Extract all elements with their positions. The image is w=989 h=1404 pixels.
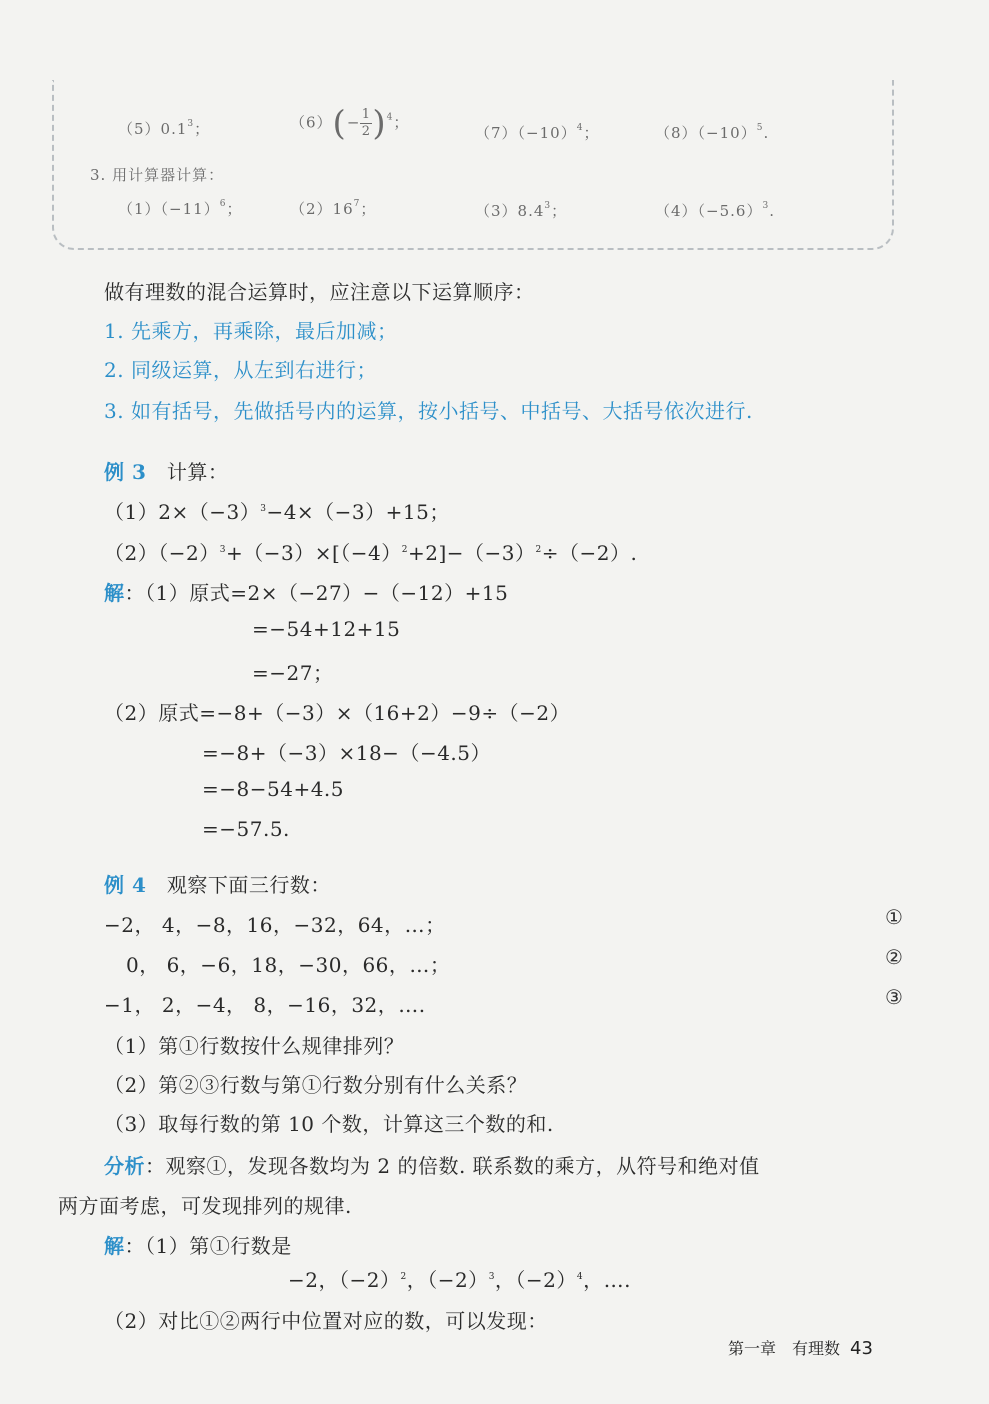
sequence-row-3: −1， 2，−4， 8，−16，32，….: [104, 993, 426, 1017]
example-3-problem-1: $(1)2\times(-3)^3-4\times(-3)+15$；: [104, 500, 450, 524]
chapter-title: 第一章 有理数: [728, 1339, 841, 1358]
example-4-solution-2: （2）对比①②两行中位置对应的数，可以发现：: [104, 1309, 548, 1333]
calc-3: $(3)8.4^3$；: [475, 201, 568, 220]
sequence-row-2: 0， 6，−6，18，−30，66，…；: [126, 953, 451, 977]
exercise-6: （6）(− $\frac{1}{2}$ )$^4$；: [290, 103, 410, 144]
solution-step: =−27；: [252, 661, 334, 685]
question-1: （1）第①行数按什么规律排列？: [104, 1034, 405, 1058]
rule-1: 1. 先乘方，再乘除，最后加减；: [104, 319, 398, 343]
row-marker-2: ②: [885, 945, 903, 969]
question-3: （3）取每行数的第 10 个数，计算这三个数的和.: [104, 1112, 554, 1136]
exercise-7: $(7)(-10)^4$；: [475, 123, 600, 142]
example-3-problem-2: $(2)(-2)^3+(-3)\times[(-4)^2+2]-(-3)^2\div(-2)$.: [104, 541, 638, 565]
solution-step: =−8−54+4.5: [202, 777, 345, 801]
exercise-3-title: 3. 用计算器计算：: [90, 166, 225, 184]
solution-step: =−8+（−3）×18−（−4.5）: [202, 741, 492, 765]
example-3-solution-1: 解：（1）原式=2×（−27）−（−12）+15: [104, 581, 509, 605]
analysis-line-2: 两方面考虑，可发现排列的规律.: [58, 1194, 352, 1218]
example-4-solution-1: 解：（1）第①行数是: [104, 1234, 292, 1258]
example-4-heading: 例 4 观察下面三行数：: [104, 873, 331, 897]
exercise-8: $(8)(-10)^5$.: [655, 123, 770, 142]
rules-intro: 做有理数的混合运算时，应注意以下运算顺序：: [104, 280, 535, 304]
example-3-solution-2: （2）原式=−8+（−3）×（16+2）−9÷（−2）: [104, 701, 571, 725]
solution-step: =−54+12+15: [252, 617, 401, 641]
question-2: （2）第②③行数与第①行数分别有什么关系？: [104, 1073, 528, 1097]
rule-3: 3. 如有括号，先做括号内的运算，按小括号、中括号、大括号依次进行.: [104, 399, 753, 423]
sequence-row-1: −2， 4，−8，16，−32，64，…；: [104, 913, 446, 937]
exercise-5: $(5)0.1^3$；: [118, 119, 211, 138]
page-footer: [728, 1336, 873, 1359]
page-number: 43: [850, 1338, 873, 1359]
calc-4: $(4)(-5.6)^3$.: [655, 201, 775, 220]
solution-step: =−57.5.: [202, 817, 290, 841]
row-marker-1: ①: [885, 905, 903, 929]
row-marker-3: ③: [885, 985, 903, 1009]
power-sequence: −2，$(-2)^2$，$(-2)^3$，$(-2)^4$，….: [288, 1268, 631, 1292]
example-3-heading: 例 3 计算：: [104, 460, 229, 484]
rule-2: 2. 同级运算，从左到右进行；: [104, 358, 377, 382]
analysis-line-1: 分析：观察①，发现各数均为 2 的倍数. 联系数的乘方，从符号和绝对值: [104, 1154, 760, 1178]
calc-2: $(2)16^7$；: [290, 199, 377, 218]
calc-1: $(1)(-11)^6$；: [118, 199, 243, 218]
